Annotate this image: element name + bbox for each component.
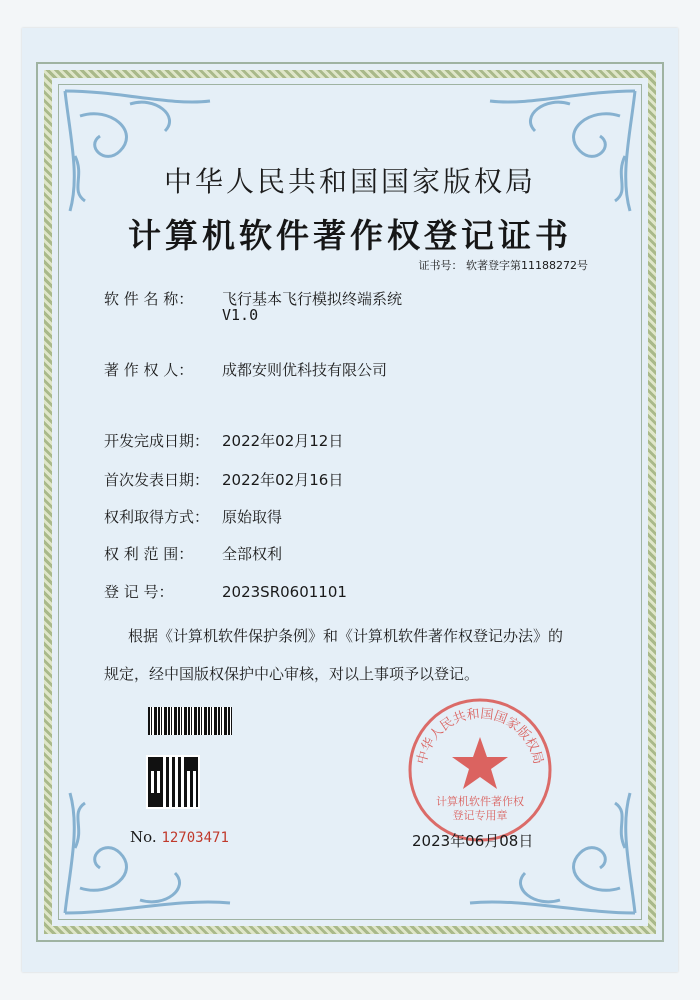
pub-date-value: 2022年02月16日 (222, 471, 344, 489)
certificate-title: 计算机软件著作权登记证书 (128, 216, 572, 255)
seal-line-1: 计算机软件著作权 (436, 795, 524, 808)
seal-line-2: 登记专用章 (452, 809, 508, 822)
registration-value: 2023SR0601101 (222, 583, 347, 601)
bottom-left-ornament-icon (60, 788, 240, 918)
owner-value: 成都安则优科技有限公司 (222, 361, 388, 379)
official-seal (405, 695, 555, 845)
scope-label: 权 利 范 围： (104, 545, 194, 563)
registration-label: 登 记 号： (104, 583, 174, 601)
serial-label: No. (130, 828, 157, 846)
field-pub-date (104, 469, 343, 490)
seal-star-icon (452, 737, 508, 789)
certificate-number (419, 257, 589, 273)
software-name-value: 飞行基本飞行模拟终端系统 (222, 290, 403, 308)
software-name-label: 软 件 名 称： (104, 290, 194, 308)
field-registration (104, 581, 347, 602)
pub-date-label: 首次发表日期： (104, 471, 210, 489)
issuer-title: 中华人民共和国国家版权局 (163, 165, 536, 198)
serial-number (130, 828, 229, 846)
cert-no-label: 证书号： (418, 259, 463, 272)
owner-label: 著 作 权 人： (104, 361, 194, 379)
software-version: V1.0 (222, 306, 259, 324)
statement-line-1: 根据《计算机软件保护条例》和《计算机软件著作权登记办法》的 (128, 627, 564, 645)
qr-code-icon (148, 757, 198, 807)
dev-date-label: 开发完成日期： (104, 432, 210, 450)
seal-ring-text: 中华人民共和国国家版权局 (414, 706, 546, 766)
cert-no-value: 软著登字第11188272号 (466, 259, 588, 272)
issue-date: 2023年06月08日 (412, 832, 534, 850)
acquisition-label: 权利取得方式： (104, 508, 210, 526)
barcode (148, 707, 232, 735)
scope-value: 全部权利 (222, 545, 283, 563)
dev-date-value: 2022年02月12日 (222, 432, 344, 450)
serial-value: 12703471 (161, 830, 229, 846)
field-scope (104, 543, 282, 564)
statement-line-2: 规定，经中国版权保护中心审核，对以上事项予以登记。 (104, 665, 480, 683)
field-acquisition (104, 506, 282, 527)
field-owner (104, 359, 387, 380)
field-dev-date (104, 430, 343, 451)
acquisition-value: 原始取得 (222, 508, 283, 526)
